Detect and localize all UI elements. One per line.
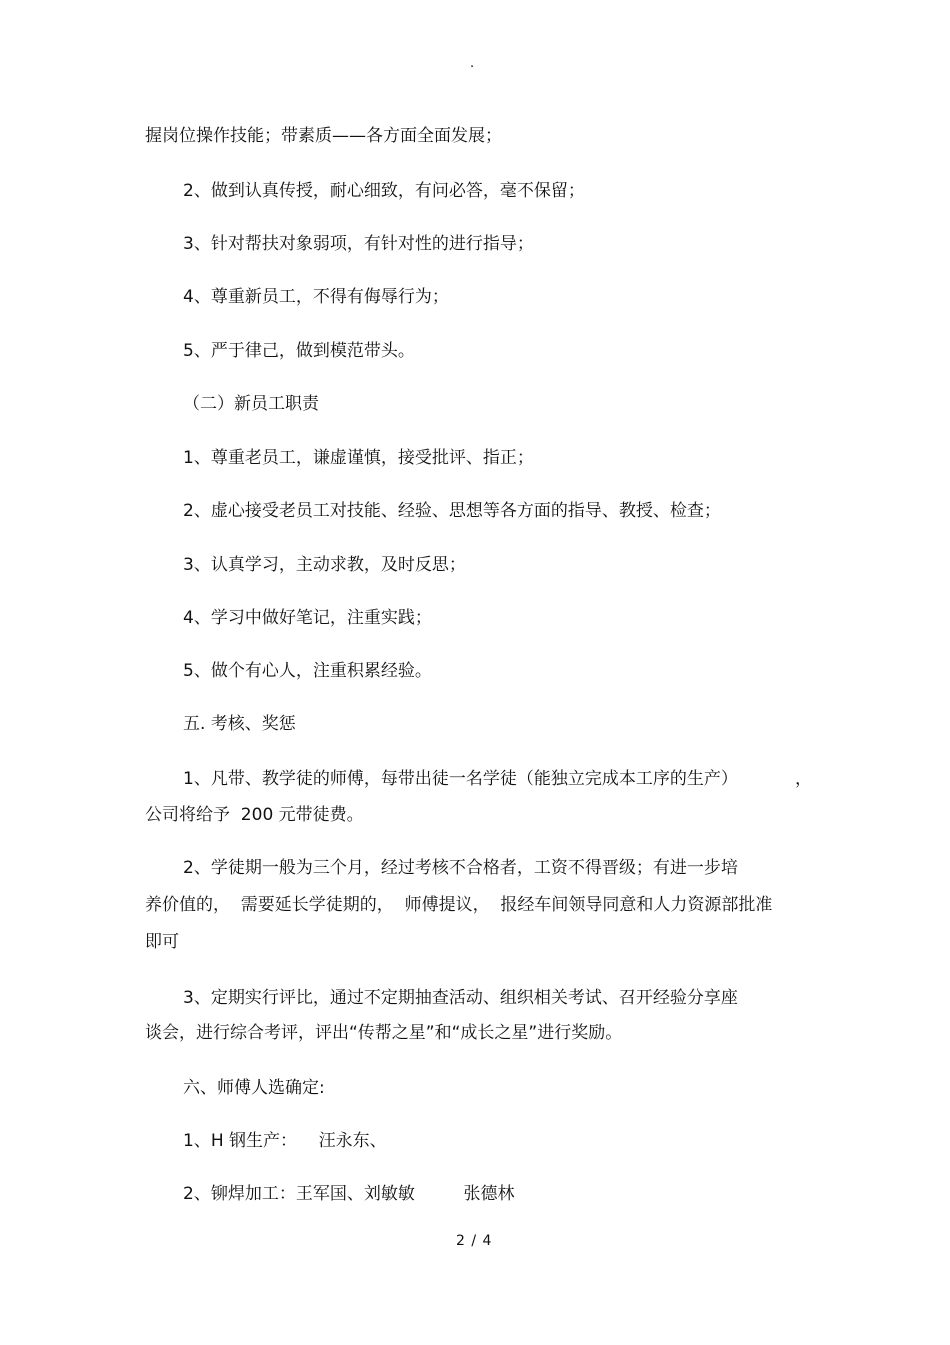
text-line: 3、定期实行评比，通过不定期抽查活动、组织相关考试、召开经验分享座 <box>183 988 738 1008</box>
text-line: 即可 <box>145 932 179 952</box>
text-line: 1、凡带、教学徒的师傅，每带出徒一名学徒（能独立完成本工序的生产） <box>183 769 738 789</box>
text-line: 1、尊重老员工，谦虚谨慎，接受批评、指正； <box>183 448 534 468</box>
text-line: 握岗位操作技能；带素质——各方面全面发展； <box>145 126 502 146</box>
text-line: 3、针对帮扶对象弱项，有针对性的进行指导； <box>183 234 534 254</box>
section-heading: 六、师傅人选确定: <box>183 1078 325 1098</box>
text-line: 谈会，进行综合考评，评出“传帮之星”和“成长之星”进行奖励。 <box>145 1023 623 1043</box>
text-line: 5、严于律己，做到模范带头。 <box>183 341 415 361</box>
text-line: 4、尊重新员工，不得有侮辱行为； <box>183 287 449 307</box>
text-line: 公司将给予 200 元带徒费。 <box>145 805 364 825</box>
header-mark: . <box>470 56 475 71</box>
page-number: 2 / 4 <box>456 1233 493 1249</box>
text-line: 2、铆焊加工：王军国、刘敏敏 张德林 <box>183 1184 515 1204</box>
text-line: 2、做到认真传授，耐心细致，有问必答，毫不保留； <box>183 181 585 201</box>
text-line: 3、认真学习，主动求教，及时反思； <box>183 555 466 575</box>
text-line-trailing-comma: ， <box>795 769 812 789</box>
text-line: 养价值的， 需要延长学徒期的， 师傅提议， 报经车间领导同意和人力资源部批准 <box>145 895 773 915</box>
text-line: 1、H 钢生产： 汪永东、 <box>183 1131 387 1151</box>
text-line: 2、虚心接受老员工对技能、经验、思想等各方面的指导、教授、检查； <box>183 501 721 521</box>
text-line: 4、学习中做好笔记，注重实践； <box>183 608 432 628</box>
text-line: 2、学徒期一般为三个月，经过考核不合格者，工资不得晋级；有进一步培 <box>183 858 738 878</box>
text-line: 5、做个有心人，注重积累经验。 <box>183 661 432 681</box>
section-heading: 五. 考核、奖惩 <box>183 714 296 734</box>
section-heading: （二）新员工职责 <box>183 394 319 414</box>
